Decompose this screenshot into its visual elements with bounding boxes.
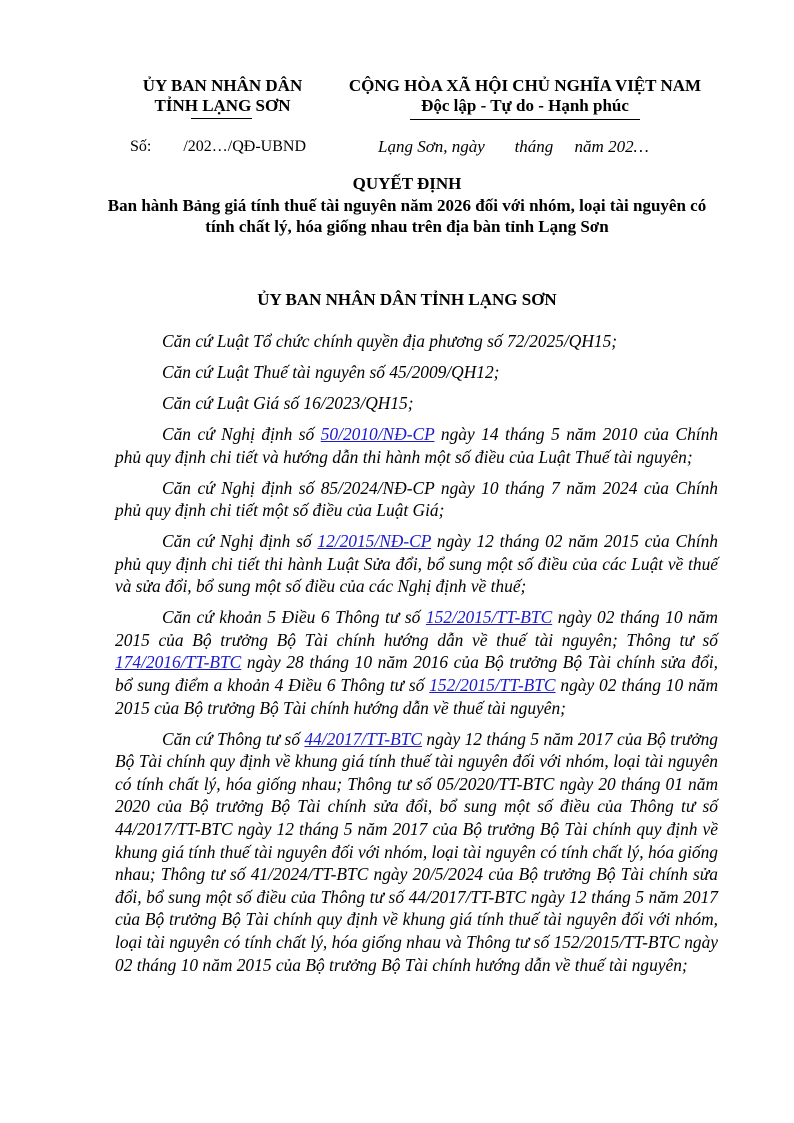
- paragraph-text: ngày 14 tháng 5 năm 2010 của Chính phủ quy định chi tiết và hướng dẫn thi hành một số điều của Luật Thuế tài nguyên;: [115, 423, 718, 467]
- motto-underline: [410, 119, 640, 120]
- preamble-paragraph: [115, 423, 718, 468]
- paragraph-text: ngày 28 tháng 10 năm 2016 của Bộ trưởng Bộ Tài chính sửa đổi, bổ sung điểm a khoản 4 Điều 6 Thông tư số: [115, 652, 718, 696]
- preamble-paragraph: Căn cứ Luật Giá số 16/2023/QH15;: [162, 392, 414, 413]
- motto: Độc lập - Tự do - Hạnh phúc: [421, 96, 629, 115]
- document-title: QUYẾT ĐỊNH: [352, 174, 462, 193]
- paragraph-text: Căn cứ Nghị định số: [162, 531, 318, 552]
- circular-link-152-2015[interactable]: 152/2015/TT-BTC: [425, 607, 553, 628]
- country-name: CỘNG HÒA XÃ HỘI CHỦ NGHĨA VIỆT NAM: [348, 76, 702, 95]
- document-number: Số: /202…/QĐ-UBND: [130, 138, 307, 155]
- preamble-paragraph: [115, 606, 718, 719]
- paragraph-text: Căn cứ Nghị định số: [162, 423, 321, 444]
- issuing-authority-line2: TỈNH LẠNG SƠN: [154, 96, 291, 115]
- authority-underline: [191, 118, 252, 119]
- preamble: [115, 330, 718, 985]
- preamble-paragraph: [115, 728, 718, 977]
- paragraph-text: ngày 02 tháng 10 năm 2015 của Bộ trưởng Bộ Tài chính hướng dẫn về thuế tài nguyên;: [115, 675, 719, 718]
- document-subtitle: Ban hành Bảng giá tính thuế tài nguyên năm 2026 đối với nhóm, loại tài nguyên có tính chất lý, hóa giống nhau trên địa bàn tỉnh Lạng Sơn: [107, 196, 707, 236]
- circular-link-152-2015-second[interactable]: 152/2015/TT-BTC: [429, 675, 556, 696]
- preamble-paragraph: Căn cứ Nghị định số 85/2024/NĐ-CP ngày 10 tháng 7 năm 2024 của Chính phủ quy định chi tiết một số điều của Luật Giá;: [115, 477, 718, 521]
- preamble-paragraph: Căn cứ Luật Tổ chức chính quyền địa phương số 72/2025/QH15;: [162, 331, 618, 351]
- paragraph-text: ngày 12 tháng 02 năm 2015 của Chính phủ quy định chi tiết thi hành Luật Sửa đổi, bổ sung một số điều của các Luật về thuế và sửa đổi, bổ sung một số điều của các Nghị định về thuế;: [115, 531, 718, 597]
- decree-link-12-2015[interactable]: 12/2015/NĐ-CP: [317, 531, 432, 552]
- place-and-date: Lạng Sơn, ngày tháng năm 202…: [378, 137, 649, 156]
- issuing-authority-line1: ỦY BAN NHÂN DÂN: [142, 76, 303, 95]
- national-motto: [330, 76, 720, 116]
- circular-link-174-2016[interactable]: 174/2016/TT-BTC: [115, 652, 242, 673]
- authority-heading: ỦY BAN NHÂN DÂN TỈNH LẠNG SƠN: [257, 290, 557, 309]
- preamble-paragraph: Căn cứ Luật Thuế tài nguyên số 45/2009/QH12;: [162, 361, 500, 382]
- issuing-authority: [120, 76, 325, 116]
- circular-link-44-2017[interactable]: 44/2017/TT-BTC: [304, 728, 422, 749]
- preamble-paragraph: [115, 530, 718, 598]
- paragraph-text: ngày 02 tháng 10 năm 2015 của Bộ trưởng Bộ Tài chính hướng dẫn về thuế tài nguyên; Thông tư số: [115, 607, 718, 650]
- decree-link-50-2010[interactable]: 50/2010/NĐ-CP: [320, 423, 435, 444]
- paragraph-text: Căn cứ Thông tư số: [162, 728, 305, 749]
- paragraph-text: ngày 12 tháng 5 năm 2017 của Bộ trưởng Bộ Tài chính quy định về khung giá tính thuế tài nguyên đối với nhóm, loại tài nguyên có tính chất lý, hóa giống nhau; Thông tư số 05/2020/TT-BTC ngày 20 tháng 01 năm 2020 của Bộ trưởng Bộ Tài chính sửa đổi, bổ sung một số điều của Thông tư số 44/2017/TT-BTC ngày 12 tháng 5 năm 2017 của Bộ trưởng Bộ Tài chính quy định về khung giá tính thuế tài nguyên đối với nhóm, loại tài nguyên có tính chất lý, hóa giống nhau; Thông tư số 41/2024/TT-BTC ngày 20/5/2024 của Bộ trưởng Bộ Tài chính sửa đổi, bổ sung một số điều của Thông tư số 44/2017/TT-BTC ngày 12 tháng 5 năm 2017 của Bộ trưởng Bộ Tài chính quy định về khung giá tính thuế tài nguyên đối với nhóm, loại tài nguyên có tính chất lý, hóa giống nhau và Thông tư số 152/2015/TT-BTC ngày 02 tháng 10 năm 2015 của Bộ trưởng Bộ Tài chính hướng dẫn về thuế tài nguyên;: [115, 728, 718, 975]
- paragraph-text: Căn cứ khoản 5 Điều 6 Thông tư số: [162, 607, 426, 628]
